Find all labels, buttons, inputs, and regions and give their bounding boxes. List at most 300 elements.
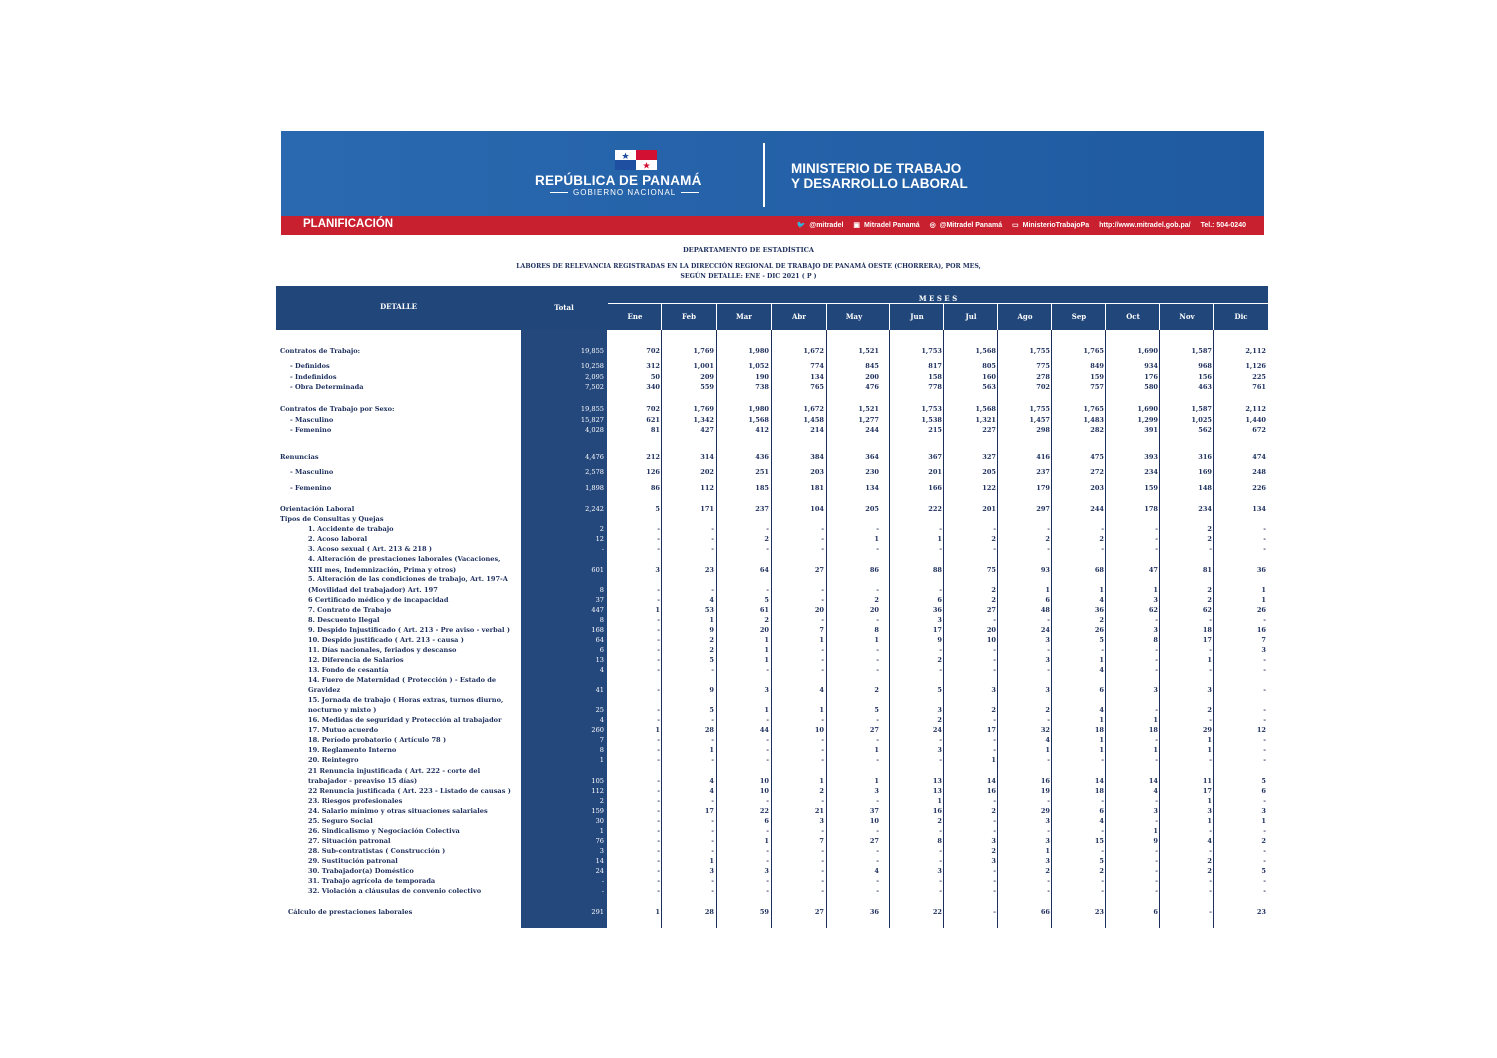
cell-sep: - <box>1101 847 1104 855</box>
cell-abr: - <box>821 736 824 744</box>
cell-mar: 5 <box>764 596 769 604</box>
cell-nov: 18 <box>1202 626 1212 634</box>
cell-mar: 1,980 <box>748 347 769 355</box>
row-label: - Masculino <box>290 468 334 476</box>
cell-feb: - <box>711 877 714 885</box>
cell-may: 4 <box>874 867 879 875</box>
cell-mar: - <box>766 857 769 865</box>
cell-sep: 36 <box>1094 606 1104 614</box>
cell-jul: - <box>993 736 996 744</box>
cell-ene: - <box>657 887 660 895</box>
cell-mar: - <box>766 736 769 744</box>
cell-dic: - <box>1263 827 1266 835</box>
cell-ago: 237 <box>1036 468 1050 476</box>
table-row <box>276 716 1268 726</box>
cell-sep: 4 <box>1099 596 1104 604</box>
cell-abr: 4 <box>819 686 824 694</box>
cell-oct: 3 <box>1153 686 1158 694</box>
cell-mar: 1,568 <box>748 416 769 424</box>
cell-sep: 1,765 <box>1083 347 1104 355</box>
cell-jun: 817 <box>928 362 942 370</box>
cell-ago: 2 <box>1045 706 1050 714</box>
cell-feb: - <box>711 837 714 845</box>
cell-jun: 1,753 <box>921 405 942 413</box>
cell-dic: - <box>1263 746 1266 754</box>
report-title-line1: LABORES DE RELEVANCIA REGISTRADAS EN LA DIRECCIÓN REGIONAL DE TRABAJO DE PANAMÁ OESTE (CHORRERA), POR MES, <box>516 263 981 270</box>
table-row <box>276 706 1268 716</box>
cell-jun: 24 <box>932 726 942 734</box>
cell-ene: - <box>657 706 660 714</box>
cell-abr: - <box>821 545 824 553</box>
cell-sep: 68 <box>1094 566 1104 574</box>
cell-may: 8 <box>874 626 879 634</box>
row-total: 64 <box>595 636 604 644</box>
row-total: 12 <box>595 535 604 543</box>
cell-abr: 214 <box>810 426 824 434</box>
month-header-abr: Abr <box>791 312 806 321</box>
cell-nov: - <box>1209 827 1212 835</box>
cell-jul: 201 <box>982 505 996 513</box>
cell-abr: 27 <box>814 566 824 574</box>
cell-jul: 160 <box>982 373 996 381</box>
row-label: Contratos de Trabajo: <box>280 347 361 355</box>
cell-feb: - <box>711 545 714 553</box>
row-label: 30. Trabajador(a) Doméstico <box>308 867 414 875</box>
row-total: 37 <box>595 596 604 604</box>
cell-feb: 5 <box>709 656 714 664</box>
cell-abr: - <box>821 867 824 875</box>
cell-sep: - <box>1101 797 1104 805</box>
row-label: 3. Acoso sexual ( Art. 213 & 218 ) <box>308 545 432 553</box>
cell-ago: - <box>1047 545 1050 553</box>
cell-ago: 3 <box>1045 837 1050 845</box>
row-label: 2. Acoso laboral <box>308 535 368 543</box>
table-row <box>276 726 1268 736</box>
cell-abr: - <box>821 646 824 654</box>
cell-nov: 968 <box>1198 362 1212 370</box>
cell-jun: 13 <box>932 787 942 795</box>
cell-abr: 21 <box>814 807 824 815</box>
cell-jul: - <box>993 616 996 624</box>
month-header-feb: Feb <box>682 312 696 321</box>
month-header-dic: Dic <box>1234 312 1248 321</box>
row-total: - <box>601 545 604 553</box>
cell-jul: 3 <box>991 837 996 845</box>
month-header-sep: Sep <box>1071 312 1087 321</box>
row-label: 6 Certificado médico y de incapacidad <box>308 596 449 604</box>
cell-dic: 134 <box>1252 505 1266 513</box>
table-row <box>276 515 1268 525</box>
cell-ago: 2 <box>1045 867 1050 875</box>
cell-oct: 62 <box>1148 606 1158 614</box>
table-row <box>276 847 1268 857</box>
cell-jul: 1 <box>991 756 996 764</box>
cell-oct: - <box>1155 817 1158 825</box>
cell-oct: 1,690 <box>1137 347 1158 355</box>
cell-feb: 5 <box>709 706 714 714</box>
cell-feb: 4 <box>709 787 714 795</box>
row-label: 27. Situación patronal <box>308 837 391 845</box>
cell-feb: 23 <box>704 566 714 574</box>
row-label: 20. Reintegro <box>308 756 359 764</box>
row-label: 17. Mutuo acuerdo <box>308 726 379 734</box>
cell-jun: 778 <box>928 383 942 391</box>
month-header-oct: Oct <box>1126 312 1140 321</box>
header-total: Total <box>554 303 574 312</box>
cell-dic: - <box>1263 686 1266 694</box>
table-row <box>276 405 1268 415</box>
cell-mar: - <box>766 525 769 533</box>
cell-ene: - <box>657 807 660 815</box>
table-row <box>276 767 1268 777</box>
cell-sep: 23 <box>1094 908 1104 916</box>
cell-nov: 29 <box>1202 726 1212 734</box>
cell-mar: 1,052 <box>748 362 769 370</box>
cell-mar: - <box>766 797 769 805</box>
cell-jun: 17 <box>932 626 942 634</box>
cell-nov: 3 <box>1207 807 1212 815</box>
cell-sep: 6 <box>1099 686 1104 694</box>
cell-dic: 26 <box>1256 606 1266 614</box>
social-links <box>789 221 1246 229</box>
cell-mar: 59 <box>759 908 769 916</box>
cell-sep: 14 <box>1094 777 1104 785</box>
cell-oct: - <box>1155 656 1158 664</box>
instagram-icon: ◎ <box>929 222 936 229</box>
table-row <box>276 586 1268 596</box>
cell-nov: - <box>1209 646 1212 654</box>
cell-jun: 3 <box>937 867 942 875</box>
cell-ago: - <box>1047 716 1050 724</box>
cell-jul: - <box>993 666 996 674</box>
cell-nov: 148 <box>1198 484 1212 492</box>
row-total: 4,028 <box>585 426 604 434</box>
cell-mar: - <box>766 586 769 594</box>
cell-ene: 1 <box>655 908 660 916</box>
cell-dic: - <box>1263 666 1266 674</box>
cell-ene: - <box>657 787 660 795</box>
cell-jun: 222 <box>928 505 942 513</box>
cell-sep: 15 <box>1094 837 1104 845</box>
table-row <box>276 596 1268 606</box>
cell-ene: - <box>657 686 660 694</box>
cell-ago: - <box>1047 525 1050 533</box>
cell-abr: - <box>821 797 824 805</box>
cell-jul: - <box>993 877 996 885</box>
cell-ene: 126 <box>646 468 660 476</box>
table-row <box>276 686 1268 696</box>
cell-feb: 209 <box>700 373 714 381</box>
cell-nov: - <box>1209 847 1212 855</box>
cell-ene: 5 <box>655 505 660 513</box>
row-total: 260 <box>591 726 604 734</box>
cell-ene: 81 <box>650 426 660 434</box>
cell-nov: - <box>1209 616 1212 624</box>
cell-dic: 1 <box>1261 586 1266 594</box>
row-label: 8. Descuento Ilegal <box>308 616 380 624</box>
cell-abr: 27 <box>814 908 824 916</box>
cell-mar: 10 <box>759 777 769 785</box>
cell-dic: 225 <box>1252 373 1266 381</box>
cell-dic: 1 <box>1261 596 1266 604</box>
cell-ene: - <box>657 736 660 744</box>
cell-oct: - <box>1155 797 1158 805</box>
cell-abr: 384 <box>810 453 824 461</box>
cell-dic: 2 <box>1261 837 1266 845</box>
cell-jul: 20 <box>986 626 996 634</box>
cell-abr: - <box>821 525 824 533</box>
row-total: 3 <box>599 847 604 855</box>
cell-oct: - <box>1155 736 1158 744</box>
cell-feb: 1 <box>709 746 714 754</box>
telephone-label: Tel.: 504-0240 <box>1200 222 1246 229</box>
cell-abr: - <box>821 847 824 855</box>
table-row <box>276 426 1268 436</box>
row-label: - Obra Determinada <box>290 383 364 391</box>
cell-may: 244 <box>865 426 879 434</box>
cell-oct: 6 <box>1153 908 1158 916</box>
cell-may: - <box>876 616 879 624</box>
cell-jul: - <box>993 817 996 825</box>
cell-feb: - <box>711 666 714 674</box>
cell-abr: - <box>821 716 824 724</box>
cell-ene: - <box>657 636 660 644</box>
header-meses-line <box>608 303 1268 304</box>
cell-abr: - <box>821 887 824 895</box>
table-row <box>276 756 1268 766</box>
cell-nov: 1 <box>1207 817 1212 825</box>
cell-sep: 18 <box>1094 787 1104 795</box>
header-col-divider <box>826 304 827 330</box>
youtube-link[interactable]: MinisterioTrabajoPa <box>1022 222 1090 229</box>
twitter-link[interactable]: @mitradel <box>809 222 844 229</box>
table-row <box>276 636 1268 646</box>
cell-ene: 1 <box>655 606 660 614</box>
cell-jun: 13 <box>932 777 942 785</box>
cell-mar: 190 <box>755 373 769 381</box>
cell-may: 37 <box>869 807 879 815</box>
cell-nov: 1 <box>1207 746 1212 754</box>
cell-nov: 17 <box>1202 787 1212 795</box>
cell-nov: 3 <box>1207 686 1212 694</box>
cell-ago: 702 <box>1036 383 1050 391</box>
cell-oct: - <box>1155 646 1158 654</box>
cell-ago: 1,457 <box>1029 416 1050 424</box>
cell-sep: - <box>1101 887 1104 895</box>
cell-dic: - <box>1263 535 1266 543</box>
cell-oct: - <box>1155 525 1158 533</box>
cell-sep: - <box>1101 646 1104 654</box>
row-total: 30 <box>595 817 604 825</box>
cell-mar: - <box>766 847 769 855</box>
cell-jul: 3 <box>991 857 996 865</box>
cell-sep: - <box>1101 545 1104 553</box>
cell-may: 20 <box>869 606 879 614</box>
cell-sep: - <box>1101 877 1104 885</box>
table-row <box>276 453 1268 463</box>
cell-abr: 203 <box>810 468 824 476</box>
row-label: 12. Diferencia de Salarios <box>308 656 404 664</box>
cell-jun: 88 <box>932 566 942 574</box>
cell-jul: 14 <box>986 777 996 785</box>
cell-ago: 775 <box>1036 362 1050 370</box>
report-title-line2: SEGÚN DETALLE: ENE - DIC 2021 ( P ) <box>680 273 817 280</box>
website-link[interactable]: http://www.mitradel.gob.pa/ <box>1099 222 1191 229</box>
header-col-divider <box>661 304 662 330</box>
table-row <box>276 827 1268 837</box>
banner-red-bar <box>281 216 1264 235</box>
cell-dic: - <box>1263 797 1266 805</box>
row-total: 7,502 <box>585 383 604 391</box>
cell-feb: 171 <box>700 505 714 513</box>
row-label: XIII mes, Indemnización, Prima y otros) <box>308 566 457 574</box>
cell-feb: - <box>711 887 714 895</box>
cell-ene: 1 <box>655 726 660 734</box>
cell-sep: 203 <box>1090 484 1104 492</box>
cell-dic: 1,440 <box>1245 416 1266 424</box>
cell-sep: 849 <box>1090 362 1104 370</box>
cell-jun: - <box>939 666 942 674</box>
cell-feb: 28 <box>704 726 714 734</box>
cell-ago: - <box>1047 797 1050 805</box>
instagram-link[interactable]: @Mitradel Panamá <box>939 222 1003 229</box>
cell-ene: - <box>657 797 660 805</box>
cell-mar: 1 <box>764 656 769 664</box>
cell-sep: 5 <box>1099 636 1104 644</box>
cell-jul: 563 <box>982 383 996 391</box>
cell-nov: 1 <box>1207 797 1212 805</box>
cell-ago: - <box>1047 827 1050 835</box>
cell-ene: - <box>657 596 660 604</box>
cell-oct: 3 <box>1153 807 1158 815</box>
cell-nov: 2 <box>1207 525 1212 533</box>
cell-abr: - <box>821 666 824 674</box>
cell-feb: - <box>711 847 714 855</box>
cell-sep: 4 <box>1099 666 1104 674</box>
cell-mar: - <box>766 666 769 674</box>
cell-abr: 181 <box>810 484 824 492</box>
row-total: 4 <box>599 666 604 674</box>
cell-jun: - <box>939 736 942 744</box>
cell-oct: 580 <box>1144 383 1158 391</box>
cell-may: 205 <box>865 505 879 513</box>
table-row <box>276 807 1268 817</box>
cell-nov: - <box>1209 908 1212 916</box>
row-total: 15,827 <box>580 416 604 424</box>
cell-mar: 10 <box>759 787 769 795</box>
row-total: 2,095 <box>585 373 604 381</box>
cell-oct: 1,690 <box>1137 405 1158 413</box>
month-header-may: May <box>845 312 863 321</box>
cell-feb: - <box>711 586 714 594</box>
cell-ago: 24 <box>1040 626 1050 634</box>
cell-feb: 559 <box>700 383 714 391</box>
row-label: 18. Período probatorio ( Artículo 78 ) <box>308 736 447 744</box>
cell-jul: - <box>993 797 996 805</box>
cell-oct: 14 <box>1148 777 1158 785</box>
row-total: 1 <box>599 827 604 835</box>
header-col-divider <box>1213 304 1214 330</box>
cell-jul: 75 <box>986 566 996 574</box>
cell-jun: - <box>939 756 942 764</box>
facebook-link[interactable]: Mitradel Panamá <box>863 222 920 229</box>
cell-ago: 3 <box>1045 636 1050 644</box>
cell-ene: - <box>657 586 660 594</box>
cell-ene: 340 <box>646 383 660 391</box>
cell-nov: - <box>1209 545 1212 553</box>
cell-mar: 237 <box>755 505 769 513</box>
cell-oct: 1,299 <box>1137 416 1158 424</box>
cell-may: - <box>876 656 879 664</box>
cell-ene: 3 <box>655 566 660 574</box>
cell-sep: 5 <box>1099 857 1104 865</box>
cell-ene: - <box>657 867 660 875</box>
cell-jun: 215 <box>928 426 942 434</box>
row-label: 19. Reglamento Interno <box>308 746 397 754</box>
cell-feb: 4 <box>709 596 714 604</box>
cell-dic: 5 <box>1261 777 1266 785</box>
table-row <box>276 656 1268 666</box>
cell-dic: 5 <box>1261 867 1266 875</box>
cell-oct: 47 <box>1148 566 1158 574</box>
row-total: 7 <box>599 736 604 744</box>
cell-abr: 765 <box>810 383 824 391</box>
cell-ago: 416 <box>1036 453 1050 461</box>
row-total: 291 <box>591 908 604 916</box>
cell-oct: - <box>1155 847 1158 855</box>
header-col-divider <box>1105 304 1106 330</box>
row-total: 76 <box>595 837 604 845</box>
cell-oct: 1 <box>1153 827 1158 835</box>
cell-abr: - <box>821 877 824 885</box>
cell-jul: - <box>993 827 996 835</box>
table-row <box>276 676 1268 686</box>
cell-ago: 6 <box>1045 596 1050 604</box>
header-col-divider <box>1159 304 1160 330</box>
header-banner <box>281 131 1264 235</box>
cell-ago: 29 <box>1040 807 1050 815</box>
cell-jul: - <box>993 716 996 724</box>
table-row <box>276 696 1268 706</box>
cell-ene: - <box>657 746 660 754</box>
cell-mar: 44 <box>759 726 769 734</box>
row-total: 1,898 <box>585 484 604 492</box>
cell-dic: 3 <box>1261 807 1266 815</box>
cell-dic: - <box>1263 716 1266 724</box>
cell-ago: 19 <box>1040 787 1050 795</box>
row-total: 8 <box>599 746 604 754</box>
row-label: - Indefinidos <box>290 373 337 381</box>
banner-divider <box>763 143 765 207</box>
cell-ene: - <box>657 777 660 785</box>
cell-ene: - <box>657 857 660 865</box>
cell-dic: 1,126 <box>1245 362 1266 370</box>
cell-dic: 2,112 <box>1245 405 1266 413</box>
cell-may: 134 <box>865 484 879 492</box>
row-label: 5. Alteración de las condiciones de trabajo, Art. 197-A <box>308 575 508 583</box>
cell-jul: 2 <box>991 847 996 855</box>
cell-ago: 16 <box>1040 777 1050 785</box>
cell-ago: - <box>1047 887 1050 895</box>
cell-jul: 3 <box>991 686 996 694</box>
cell-mar: 1,980 <box>748 405 769 413</box>
cell-mar: 1 <box>764 837 769 845</box>
cell-dic: 3 <box>1261 646 1266 654</box>
cell-ago: 1,755 <box>1029 347 1050 355</box>
cell-feb: 427 <box>700 426 714 434</box>
row-total: 2,242 <box>585 505 604 513</box>
cell-jun: 1,538 <box>921 416 942 424</box>
